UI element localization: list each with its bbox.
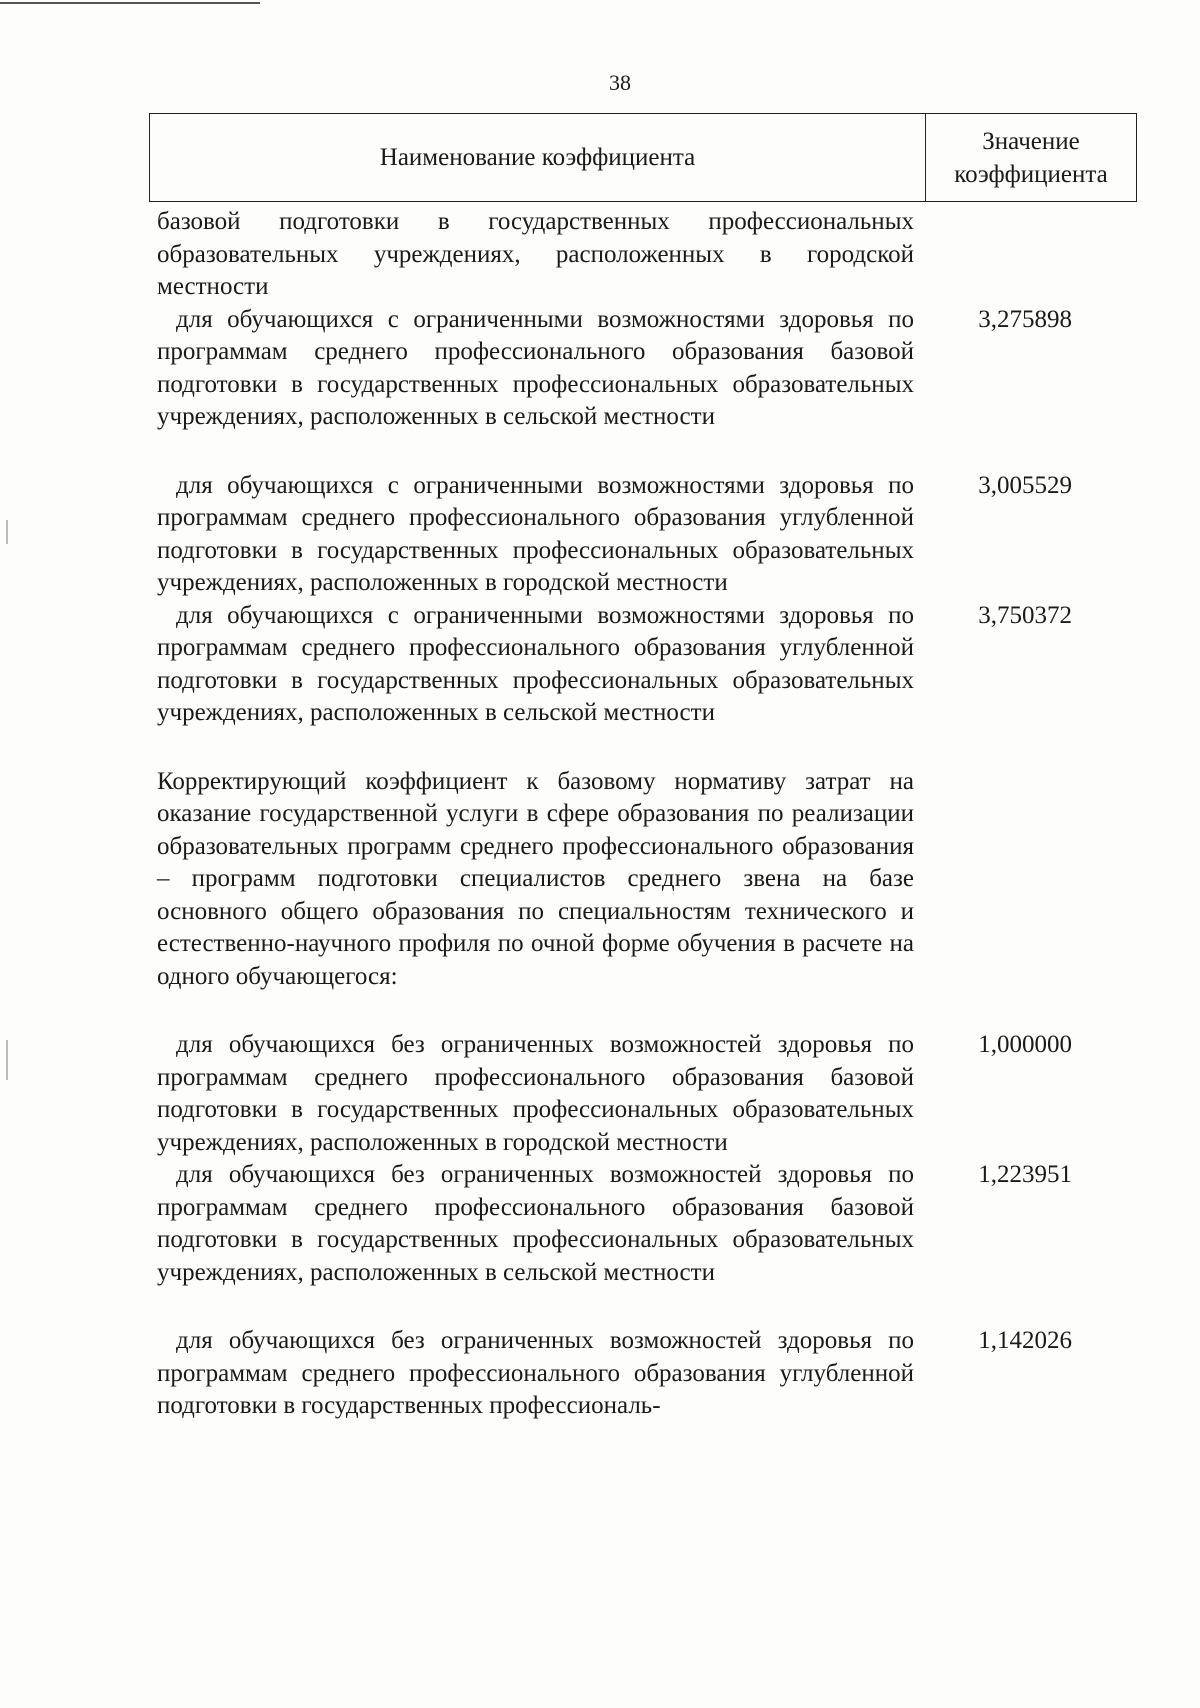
scan-mark xyxy=(6,1040,8,1080)
row-text: для обучающихся с ограниченными возможностями здоровья по программам среднего профессионального образования углубленной подготовки в государственных профессиональных образовательных учреждениях, расположенных в городской местности xyxy=(157,471,914,596)
scan-mark xyxy=(6,520,8,544)
table-row xyxy=(157,1159,1147,1289)
header-value-line2: коэффициента xyxy=(954,160,1108,188)
table-row xyxy=(157,470,1147,600)
row-text: для обучающихся без ограниченных возможностей здоровья по программам среднего профессионального образования базовой подготовки в государственных профессиональных образовательных учреждениях, расположенных в сельской местности xyxy=(157,1161,914,1286)
row-text: Корректирующий коэффициент к базовому нормативу затрат на оказание государственной услуги в сфере образования по реализации образовательных программ среднего профессионального образования – программ подготовки специалистов среднего звена на базе основного общего образования по специальностям технического и естественно-научного профиля по очной форме обучения в расчете на одного обучающегося: xyxy=(157,767,914,990)
table-row xyxy=(157,1029,1147,1159)
row-text: для обучающихся без ограниченных возможностей здоровья по программам среднего профессионального образования углубленной подготовки в государственных профессиональ- xyxy=(157,1327,914,1419)
table-body xyxy=(157,206,1147,1423)
row-value: 3,275898 xyxy=(978,305,1072,333)
table-row xyxy=(157,206,1147,304)
header-coefficient-value xyxy=(926,114,1136,201)
table-row xyxy=(157,766,1147,994)
row-value: 1,000000 xyxy=(978,1031,1072,1058)
row-text: для обучающихся с ограниченными возможностями здоровья по программам среднего профессионального образования базовой подготовки в государственных профессиональных образовательных учреждениях, расположенных в сельской местности xyxy=(157,305,914,430)
table-row xyxy=(157,1325,1147,1423)
table-header xyxy=(149,113,1137,202)
row-value: 3,750372 xyxy=(978,601,1072,629)
top-rule xyxy=(0,2,260,4)
header-value-line1: Значение xyxy=(982,127,1080,155)
table-row xyxy=(157,304,1147,434)
header-coefficient-name: Наименование коэффициента xyxy=(150,114,926,201)
row-value: 1,223951 xyxy=(978,1161,1072,1188)
row-value: 1,142026 xyxy=(978,1327,1072,1354)
row-text: для обучающихся с ограниченными возможностями здоровья по программам среднего профессионального образования углубленной подготовки в государственных профессиональных образовательных учреждениях, расположенных в сельской местности xyxy=(157,601,914,726)
row-text: базовой подготовки в государственных профессиональных образовательных учреждениях, расположенных в городской местности xyxy=(157,208,914,300)
row-value: 3,005529 xyxy=(978,471,1072,499)
row-text: для обучающихся без ограниченных возможностей здоровья по программам среднего профессионального образования базовой подготовки в государственных профессиональных образовательных учреждениях, расположенных в городской местности xyxy=(157,1031,914,1156)
table-row xyxy=(157,600,1147,730)
page-number: 38 xyxy=(609,70,631,95)
